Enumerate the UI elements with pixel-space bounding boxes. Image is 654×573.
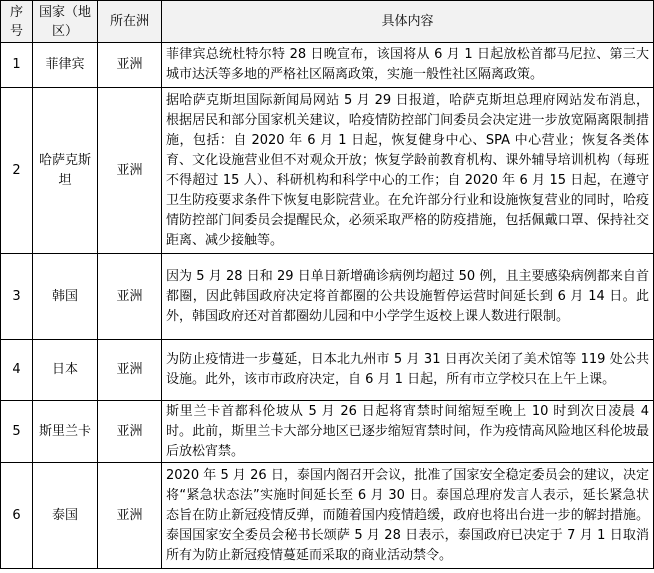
table-header-row — [1, 1, 654, 43]
header-country: 国家（地区） — [33, 1, 98, 43]
row-num: 2 — [1, 88, 33, 254]
row-content: 因为 5 月 28 日和 29 日单日新增确诊病例均超过 50 例，且主要感染病例都来自首都圈，因此韩国政府决定将首都圈的公共设施暂停运营时间延长到 6 月 14 日。此外，韩国政府还对首都圈幼儿园和中小学学生返校上课人数进行限制。 — [162, 254, 654, 340]
row-content: 2020 年 5 月 26 日，泰国内阁召开会议，批准了国家安全稳定委员会的建议，决定将“紧急状态法”实施时间延长至 6 月 30 日。泰国总理府发言人表示，延长紧急状态旨在防止新冠疫情反弹，而随着国内疫情趋缓，政府也将出台进一步的解封措施。泰国国家安全委员会秘书长颂萨 5 月 28 日表示，泰国政府已决定于 7 月 1 日取消所有为防止新冠疫情蔓延而采取的商业活动禁令。 — [162, 463, 654, 569]
row-content: 斯里兰卡首都科伦坡从 5 月 26 日起将宵禁时间缩短至晚上 10 时到次日凌晨 4 时。此前，斯里兰卡大部分地区已逐步缩短宵禁时间，作为疫情高风险地区科伦坡最后放松宵禁。 — [162, 401, 654, 463]
row-continent: 亚洲 — [98, 43, 162, 88]
row-country: 韩国 — [33, 254, 98, 340]
row-country: 菲律宾 — [33, 43, 98, 88]
row-continent: 亚洲 — [98, 88, 162, 254]
row-country: 哈萨克斯坦 — [33, 88, 98, 254]
row-continent: 亚洲 — [98, 463, 162, 569]
table-row — [1, 43, 654, 88]
row-content: 菲律宾总统杜特尔特 28 日晚宣布，该国将从 6 月 1 日起放松首都马尼拉、第三大城市达沃等多地的严格社区隔离政策，实施一般性社区隔离政策。 — [162, 43, 654, 88]
row-country: 日本 — [33, 340, 98, 401]
row-num: 5 — [1, 401, 33, 463]
row-content: 为防止疫情进一步蔓延，日本北九州市 5 月 31 日再次关闭了美术馆等 119 处公共设施。此外，该市市政府决定，自 6 月 1 日起，所有市立学校只在上午上课。 — [162, 340, 654, 401]
row-num: 3 — [1, 254, 33, 340]
table-row — [1, 340, 654, 401]
table-row — [1, 463, 654, 569]
row-continent: 亚洲 — [98, 340, 162, 401]
table-row — [1, 254, 654, 340]
row-num: 6 — [1, 463, 33, 569]
header-num: 序号 — [1, 1, 33, 43]
row-num: 1 — [1, 43, 33, 88]
row-country: 泰国 — [33, 463, 98, 569]
row-country: 斯里兰卡 — [33, 401, 98, 463]
header-content: 具体内容 — [162, 1, 654, 43]
table-row — [1, 88, 654, 254]
row-content: 据哈萨克斯坦国际新闻局网站 5 月 29 日报道，哈萨克斯坦总理府网站发布消息，根据居民和部分国家机关建议，哈疫情防控部门间委员会决定进一步放宽隔离限制措施，包括：自 2020 年 6 月 1 日起，恢复健身中心、SPA 中心营业；恢复各类体育、文化设施营业但不对观众开放；恢复学龄前教育机构、课外辅导培训机构（每班不得超过 15 人）、科研机构和科学中心的工作；自 2020 年 6 月 15 日起，在遵守卫生防疫要求条件下恢复电影院营业。在允许部分行业和设施恢复营业的同时，哈疫情防控部门间委员会提醒民众，必须采取严格的防疫措施，包括佩戴口罩、保持社交距离、减少接触等。 — [162, 88, 654, 254]
row-continent: 亚洲 — [98, 401, 162, 463]
row-continent: 亚洲 — [98, 254, 162, 340]
header-continent: 所在洲 — [98, 1, 162, 43]
row-num: 4 — [1, 340, 33, 401]
table-row — [1, 401, 654, 463]
